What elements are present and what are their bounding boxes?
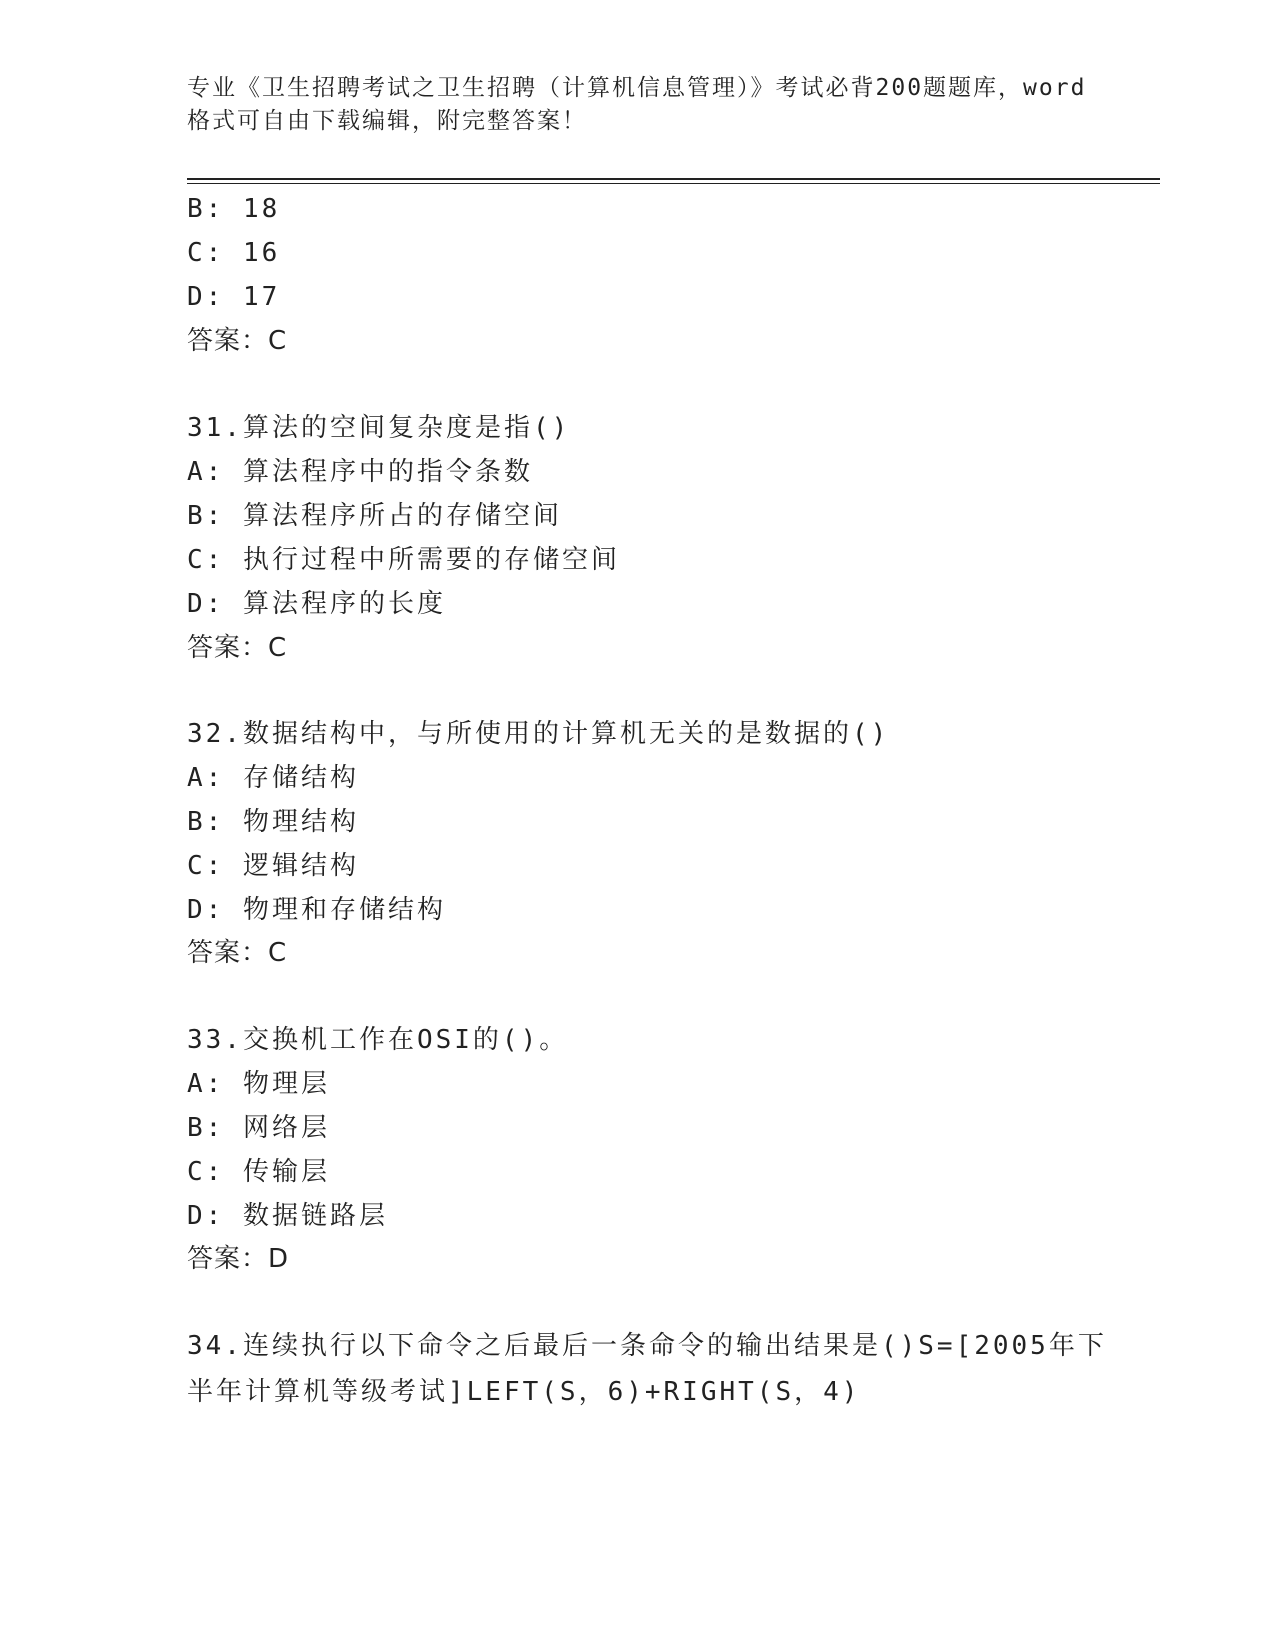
- option-c: C: 执行过程中所需要的存储空间: [187, 545, 620, 575]
- option-c: C: 传输层: [187, 1157, 330, 1187]
- document-header: [187, 72, 1087, 138]
- option-b: B: 物理结构: [187, 807, 359, 837]
- option-c: C: 16: [187, 238, 281, 268]
- answer: 答案：D: [187, 1244, 290, 1274]
- header-line-1: 专业《卫生招聘考试之卫生招聘（计算机信息管理）》考试必背200题题库，word: [187, 75, 1087, 101]
- answer: 答案：C: [187, 326, 288, 356]
- option-d: D: 算法程序的长度: [187, 589, 446, 619]
- header-divider-thin: [187, 183, 1160, 184]
- question-stem-line-2: 半年计算机等级考试]LEFT(S，6)+RIGHT(S，4): [187, 1377, 861, 1407]
- question-stem: 32.数据结构中，与所使用的计算机无关的是数据的(): [187, 719, 890, 749]
- option-a: A: 算法程序中的指令条数: [187, 457, 533, 487]
- question-stem-line-1: 34.连续执行以下命令之后最后一条命令的输出结果是()S=[2005年下: [187, 1331, 1107, 1361]
- header-divider-thick: [187, 178, 1160, 180]
- option-b: B: 算法程序所占的存储空间: [187, 501, 562, 531]
- answer: 答案：C: [187, 938, 288, 968]
- option-b: B: 18: [187, 194, 281, 224]
- header-line-2: 格式可自由下载编辑，附完整答案！: [187, 108, 587, 134]
- option-a: A: 物理层: [187, 1069, 330, 1099]
- option-b: B: 网络层: [187, 1113, 330, 1143]
- option-d: D: 物理和存储结构: [187, 895, 446, 925]
- option-c: C: 逻辑结构: [187, 851, 359, 881]
- option-d: D: 17: [187, 282, 281, 312]
- option-a: A: 存储结构: [187, 763, 359, 793]
- question-stem: 31.算法的空间复杂度是指(): [187, 413, 571, 443]
- question-stem: 33.交换机工作在OSI的()。: [187, 1025, 569, 1055]
- answer: 答案：C: [187, 633, 288, 663]
- option-d: D: 数据链路层: [187, 1201, 388, 1231]
